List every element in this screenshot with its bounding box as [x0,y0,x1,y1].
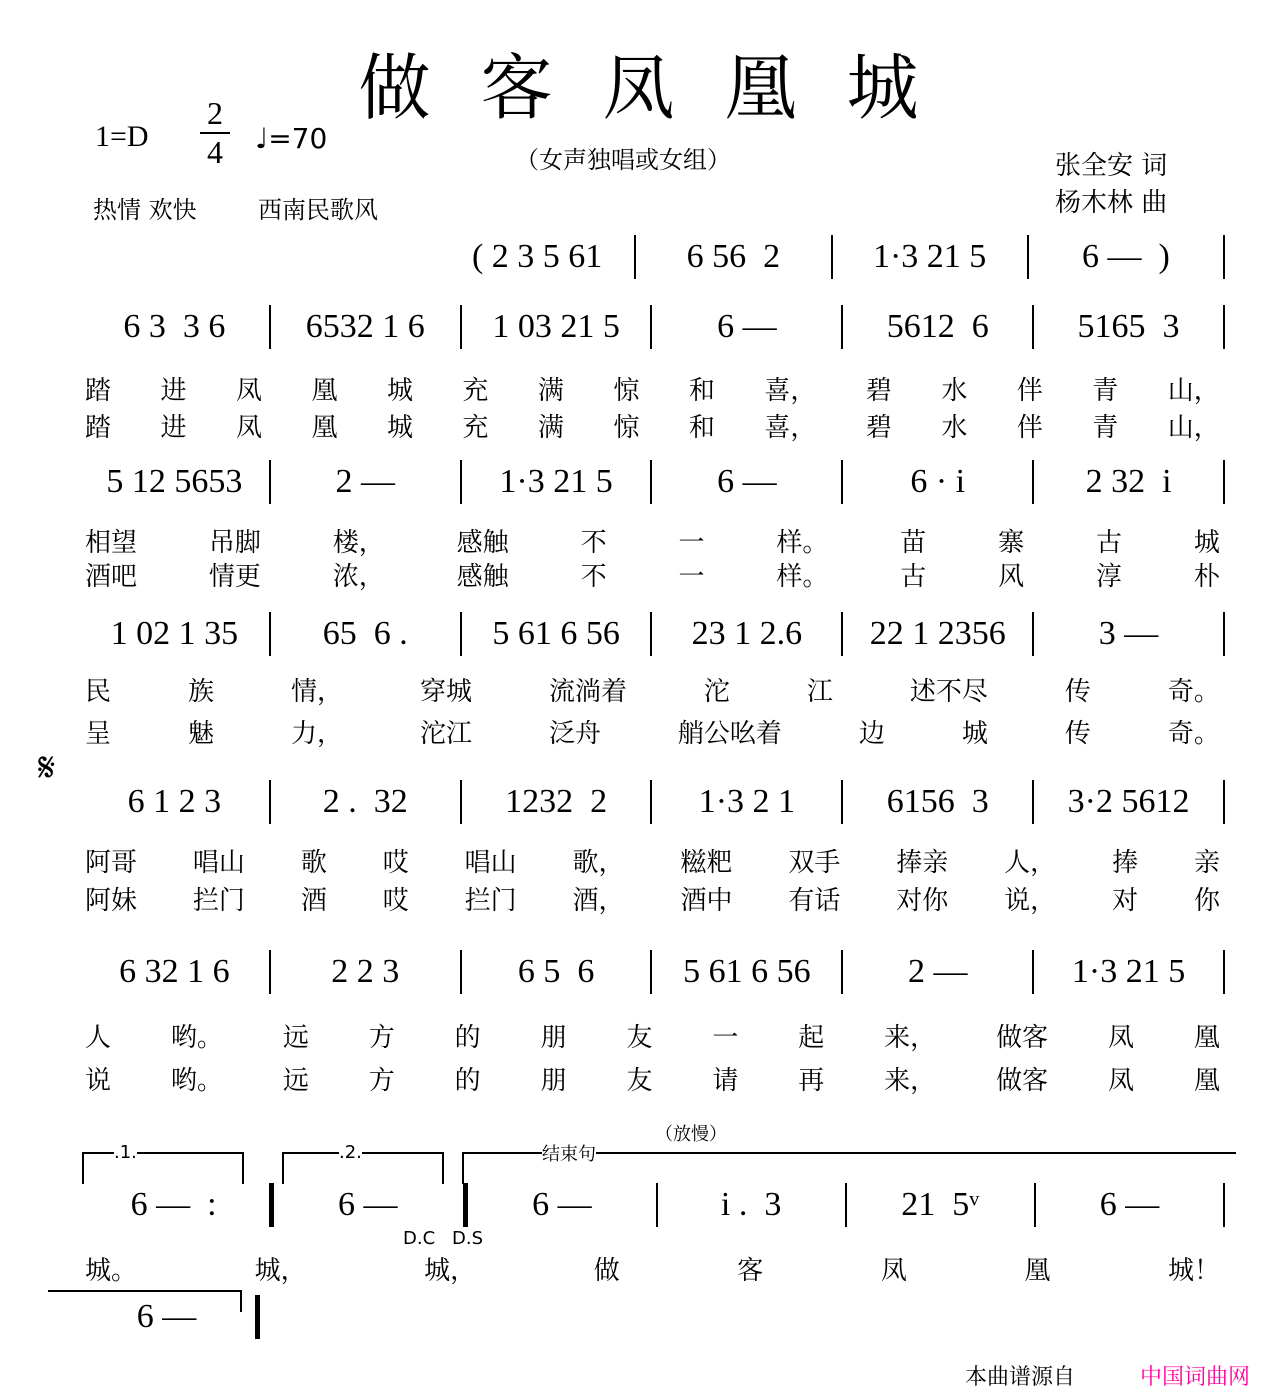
measure: 65 6 . [322,615,408,652]
lyric-word: 喜， [764,376,817,406]
lyric-word: 江 [806,677,833,707]
footer-site-link[interactable]: 中国词曲网 [1140,1365,1251,1390]
lyric-word: 双手 [788,848,841,878]
key-signature: 1=D [95,120,149,153]
measure: 6 — [532,1186,592,1223]
lyric-word: 凤 [880,1256,907,1286]
lyric-word: 水 [941,376,968,406]
lyric-word: 凰 [311,413,338,443]
lyric-word: 的 [454,1066,481,1096]
lyric-word: 力， [290,719,343,749]
lyric-word: 来， [884,1023,937,1053]
lyric-word: 唱山 [192,848,245,878]
notation-row [440,235,1225,279]
lyric-word: 哟。 [170,1023,223,1053]
lyric-word: 楼， [332,528,385,558]
volta-2 [282,1142,444,1184]
measure: 6 1 2 3 [127,783,222,820]
measure: 5612 6 [886,308,989,345]
lyric-word: 城 [386,413,413,443]
tempo-mark: ♩=70 [255,122,328,155]
lyric-word: 做客 [996,1023,1049,1053]
lyric-word: 和 [688,376,715,406]
lyric-word: 不 [580,562,607,592]
volta-1 [82,1142,244,1184]
lyric-word: 流淌着 [548,677,627,707]
lyric-word: 情更 [208,562,261,592]
lyric-word: 穿城 [419,677,472,707]
lyric-word: 对你 [896,886,949,916]
lyric-word: 的 [454,1023,481,1053]
measure: 21 5ᵛ [901,1186,980,1223]
dc-mark: D.C [403,1228,436,1249]
bar-line [1223,235,1225,279]
lyrics-line [85,842,1220,879]
measure: 2 — [907,953,968,990]
notation-row [80,305,1225,349]
lyric-word: 艄公吆着 [677,719,782,749]
lyric-word: 沱 [703,677,730,707]
lyric-word: 一 [712,1023,739,1053]
measure: 6 · i [910,463,966,500]
time-bottom: 4 [207,134,223,170]
lyric-word: 踏 [85,413,112,443]
measure: 2 2 3 [331,953,400,990]
lyric-word: 凤 [235,376,262,406]
bar-line [1223,950,1225,994]
lyric-word: 伴 [1016,413,1043,443]
measure: 6 — [136,1298,197,1335]
measure: 6 — [338,1186,398,1223]
bar-line [461,1183,468,1227]
volta-2-label: .2. [339,1142,362,1163]
measure: 1232 2 [505,783,608,820]
mood: 热情 欢快 [93,196,197,224]
measure: 6 56 2 [686,238,781,275]
lyric-word: 歌， [572,848,625,878]
measure: 5 61 6 56 [492,615,620,652]
lyric-word: 一 [678,562,705,592]
lyric-word: 方 [368,1066,395,1096]
measure: 1 03 21 5 [492,308,620,345]
song-title: 做客凤凰城 [358,46,969,130]
measure: 2 — [335,463,395,500]
lyric-word: 青 [1092,413,1119,443]
lyric-word: 拦门 [192,886,245,916]
lyric-word: 城， [424,1256,477,1286]
notation-row [80,612,1225,656]
measure: 22 1 2356 [869,615,1006,652]
lyric-word: 朴 [1193,562,1220,592]
lyrics-line [85,1250,1220,1287]
lyric-word: 边 [858,719,885,749]
lyric-word: 歌 [300,848,327,878]
notation-row [80,1183,1225,1227]
ending-bracket [462,1144,1236,1184]
lyric-word: 惊 [613,413,640,443]
lyric-word: 糍粑 [680,848,733,878]
lyric-word: 说 [85,1066,112,1096]
measure: 6 — [1099,1186,1160,1223]
lyric-word: 城 [1193,528,1220,558]
lyrics-line [85,370,1220,407]
measure: 1·3 21 5 [1071,953,1186,990]
lyric-word: 哟。 [170,1066,223,1096]
notation-row [80,950,1225,994]
lyric-word: 民 [85,677,112,707]
lyric-word: 你 [1193,886,1220,916]
lyric-word: 碧 [865,376,892,406]
lyric-word: 人 [85,1023,112,1053]
lyric-word: 泛舟 [548,719,601,749]
lyric-word: 感触 [456,562,509,592]
lyric-word: 友 [626,1023,653,1053]
lyric-word: 吊脚 [208,528,261,558]
lyric-word: 酒中 [680,886,733,916]
bar-line [1223,305,1225,349]
lyric-word: 惊 [613,376,640,406]
lyric-word: 城！ [1167,1256,1220,1286]
lyric-word: 捧 [1112,848,1139,878]
lyric-word: 哎 [382,848,409,878]
lyric-word: 酒， [572,886,625,916]
lyric-word: 传 [1064,677,1091,707]
notation-row [80,780,1225,824]
lyric-word: 酒 [300,886,327,916]
lyric-word: 朋 [540,1023,567,1053]
measure: 5 61 6 56 [683,953,811,990]
lyric-word: 酒吧 [85,562,138,592]
bar-line [1223,780,1225,824]
lyric-word: 凰 [311,376,338,406]
lyric-word: 拦门 [464,886,517,916]
lyric-word: 凰 [1024,1256,1051,1286]
lyric-word: 和 [688,413,715,443]
measure: 1·3 21 5 [872,238,987,275]
measure: 3 — [1098,615,1159,652]
lyric-word: 凤 [1107,1066,1134,1096]
lyric-word: 满 [537,413,564,443]
lyricist: 张全安 词 [1055,151,1168,181]
lyrics-line [85,556,1220,593]
measure: 1 02 1 35 [110,615,239,652]
lyric-word: 捧亲 [896,848,949,878]
lyric-word: 喜， [764,413,817,443]
lyric-word: 样。 [776,562,829,592]
bar-line [1223,460,1225,504]
lyric-word: 凰 [1193,1066,1220,1096]
composer: 杨木林 曲 [1055,188,1168,218]
lyric-word: 请 [712,1066,739,1096]
lyric-word: 进 [160,413,187,443]
measure: i . 3 [720,1186,782,1223]
measure: 6 3 3 6 [123,308,226,345]
ds-mark: D.S [452,1228,484,1249]
lyric-word: 伴 [1016,376,1043,406]
lyric-word: 样。 [776,528,829,558]
volta-1-label: .1. [114,1142,137,1163]
bar-line [267,1183,274,1227]
measure: 6 — : [130,1186,217,1223]
lyric-word: 阿哥 [85,848,138,878]
lyric-word: 有话 [788,886,841,916]
bar-line [253,1295,260,1339]
measure: 6532 1 6 [305,308,425,345]
tempo-slow: （放慢） [655,1124,727,1145]
lyrics-line [85,1060,1220,1097]
measure: 6 — [717,308,777,345]
lyric-word: 阿妹 [85,886,138,916]
measure: 5165 3 [1077,308,1180,345]
lyric-word: 起 [798,1023,825,1053]
measure: 5 12 5653 [106,463,243,500]
lyrics-line [85,713,1220,750]
measure: 6 32 1 6 [119,953,230,990]
lyric-word: 族 [187,677,214,707]
lyric-word: 方 [368,1023,395,1053]
lyrics-line [85,407,1220,444]
lyric-word: 做 [593,1256,620,1286]
lyric-word: 古 [900,562,927,592]
measure: 6 — [717,463,777,500]
measure: 1·3 2 1 [698,783,796,820]
time-signature [200,95,230,171]
lyric-word: 水 [941,413,968,443]
measure: 23 1 2.6 [691,615,803,652]
lyric-word: 凰 [1193,1023,1220,1053]
measure: 6 — ) [1081,238,1170,275]
lyric-word: 远 [282,1066,309,1096]
coda-bracket [48,1290,242,1312]
lyric-word: 寨 [998,528,1025,558]
notation-row [80,460,1225,504]
lyric-word: 呈 [85,719,112,749]
lyric-word: 城， [254,1256,307,1286]
lyric-word: 苗 [900,528,927,558]
lyric-word: 充 [462,413,489,443]
measure: 3·2 5612 [1067,783,1190,820]
lyric-word: 青 [1092,376,1119,406]
lyric-word: 充 [462,376,489,406]
style: 西南民歌风 [258,196,378,224]
lyric-word: 对 [1112,886,1139,916]
bar-line [1223,612,1225,656]
measure: 6 5 6 [517,953,595,990]
bar-line [1223,1183,1225,1227]
lyric-word: 一 [678,528,705,558]
lyric-word: 山， [1167,376,1220,406]
lyric-word: 凤 [1107,1023,1134,1053]
lyrics-line [85,522,1220,559]
lyrics-line [85,1017,1220,1054]
lyrics-line [85,671,1220,708]
measure: 6156 3 [886,783,989,820]
lyric-word: 来， [884,1066,937,1096]
lyric-word: 风 [998,562,1025,592]
lyric-word: 感触 [456,528,509,558]
lyrics-line [85,880,1220,917]
lyric-word: 亲 [1193,848,1220,878]
lyric-word: 友 [626,1066,653,1096]
measure: 2 . 32 [322,783,408,820]
segno-icon: 𝄋 [38,745,56,791]
lyric-word: 情， [290,677,343,707]
lyric-word: 传 [1064,719,1091,749]
subtitle: （女声独唱或女组） [515,146,731,174]
lyric-word: 进 [160,376,187,406]
lyric-word: 古 [1096,528,1123,558]
measure: 1·3 21 5 [499,463,613,500]
lyric-word: 城。 [85,1256,138,1286]
lyric-word: 再 [798,1066,825,1096]
lyric-word: 唱山 [464,848,517,878]
lyric-word: 奇。 [1167,677,1220,707]
lyric-word: 朋 [540,1066,567,1096]
lyric-word: 浓， [332,562,385,592]
lyric-word: 城 [961,719,988,749]
lyric-word: 奇。 [1167,719,1220,749]
lyric-word: 人， [1004,848,1057,878]
lyric-word: 城 [386,376,413,406]
footer-source: 本曲谱源自 [965,1365,1076,1390]
lyric-word: 远 [282,1023,309,1053]
lyric-word: 沱江 [419,719,472,749]
lyric-word: 满 [537,376,564,406]
lyric-word: 不 [580,528,607,558]
ending-label: 结束句 [542,1140,596,1166]
measure: ( 2 3 5 61 [471,238,603,275]
lyric-word: 踏 [85,376,112,406]
lyric-word: 魅 [187,719,214,749]
lyric-word: 凤 [235,413,262,443]
lyric-word: 述不尽 [909,677,988,707]
measure: 2 32 i [1085,463,1172,500]
lyric-word: 说， [1004,886,1057,916]
lyric-word: 哎 [382,886,409,916]
lyric-word: 碧 [865,413,892,443]
lyric-word: 客 [737,1256,764,1286]
lyric-word: 山， [1167,413,1220,443]
lyric-word: 相望 [85,528,138,558]
lyric-word: 做客 [996,1066,1049,1096]
time-top: 2 [200,95,230,134]
lyric-word: 淳 [1096,562,1123,592]
